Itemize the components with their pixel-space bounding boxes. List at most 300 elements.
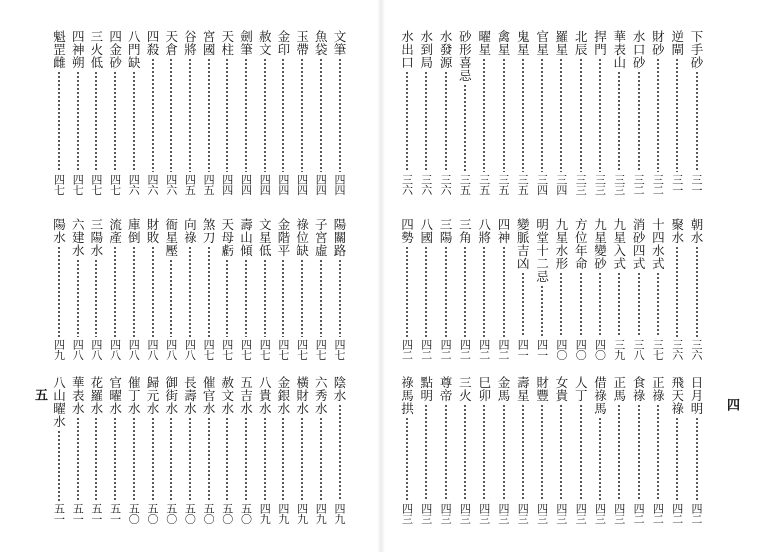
dot-leader: [425, 404, 427, 501]
toc-entry-page-number: 三六: [400, 174, 414, 195]
toc-entry-title: 流產: [107, 218, 123, 244]
dot-leader: [282, 58, 284, 172]
toc-entry-title: 官曜水: [107, 376, 123, 415]
toc-entry-page-number: 三三: [612, 174, 626, 195]
toc-entry-title: 天倉: [163, 30, 179, 56]
toc-entry-page-number: 四二: [400, 339, 414, 360]
toc-entry: [108, 218, 123, 360]
toc-entry-page-number: 四四: [258, 174, 272, 195]
dot-leader: [264, 259, 266, 337]
dot-leader: [406, 246, 408, 337]
toc-entry-title: 八將: [476, 218, 492, 244]
dot-leader: [618, 71, 620, 172]
toc-entry-page-number: 四八: [164, 339, 178, 360]
toc-entry-page-number: 四五: [183, 174, 197, 195]
toc-entry: [670, 30, 685, 195]
toc-entry-page-number: 四三: [400, 503, 414, 524]
dot-leader: [638, 404, 640, 501]
toc-entry-title: 十四水式: [650, 218, 666, 270]
toc-entry: [295, 218, 310, 360]
dot-leader: [320, 259, 322, 337]
dot-leader: [301, 58, 303, 172]
toc-entry-page-number: 四五: [202, 174, 216, 195]
toc-entry-title: 消砂四式: [631, 218, 647, 270]
dot-leader: [464, 84, 466, 172]
dot-leader: [170, 417, 172, 501]
dot-leader: [657, 404, 659, 501]
dot-leader: [503, 404, 505, 501]
dot-leader: [189, 58, 191, 172]
toc-entry-page-number: 四一: [516, 339, 530, 360]
toc-entry: [145, 218, 160, 360]
toc-entry-page-number: 三六: [690, 339, 703, 360]
dot-leader: [226, 259, 228, 337]
toc-entry-page-number: 四二: [670, 503, 684, 524]
toc-entry: [438, 376, 453, 524]
toc-entry-page-number: 三五: [458, 174, 472, 195]
dot-leader: [58, 246, 60, 337]
toc-entry-title: 水到局: [418, 30, 434, 69]
dot-leader: [696, 417, 698, 501]
toc-entry-title: 金馬: [496, 376, 511, 402]
toc-entry-title: 催官水: [201, 376, 217, 415]
toc-entry: [313, 218, 328, 360]
dot-leader: [133, 417, 135, 501]
dot-leader: [245, 58, 247, 172]
toc-entry-title: 華表山: [611, 30, 627, 69]
dot-leader: [245, 259, 247, 337]
dot-leader: [339, 404, 341, 501]
toc-entry-title: 三陽水: [88, 218, 104, 257]
dot-leader: [58, 430, 60, 501]
toc-entry-page-number: 四三: [477, 503, 491, 524]
toc-entry-title: 四神朔: [70, 30, 86, 69]
toc-entry-title: 正馬: [611, 376, 627, 402]
toc-entry: [612, 376, 627, 524]
toc-entry-page-number: 四三: [516, 503, 530, 524]
toc-entry-page-number: 四七: [239, 339, 253, 360]
dot-leader: [282, 417, 284, 501]
toc-entry-title: 庫倒: [126, 218, 142, 244]
toc-entry-title: 八山曜水: [51, 376, 67, 428]
toc-entry: [535, 218, 550, 360]
toc-entry-page-number: 五〇: [164, 503, 178, 524]
toc-entry: [400, 30, 415, 195]
toc-entry-title: 花羅水: [88, 376, 104, 415]
toc-entry-page-number: 四三: [497, 503, 510, 524]
toc-entry: [689, 218, 704, 360]
toc-entry-title: 歸元水: [145, 376, 160, 415]
toc-entry-title: 魚袋: [313, 30, 329, 56]
toc-entry-page-number: 四七: [295, 339, 309, 360]
toc-entry-title: 玉帶: [294, 30, 310, 56]
dot-leader: [560, 272, 562, 337]
toc-entry-title: 御街水: [163, 376, 179, 415]
dot-leader: [282, 259, 284, 337]
toc-entry-title: 劍筆: [238, 30, 254, 56]
toc-entry-page-number: 四三: [535, 503, 549, 524]
toc-entry-title: 曜星: [476, 30, 492, 56]
toc-entry: [89, 30, 104, 195]
dot-leader: [301, 259, 303, 337]
toc-entry-page-number: 三五: [516, 174, 530, 195]
toc-entry: [145, 30, 160, 195]
toc-entry: [201, 376, 216, 524]
dot-leader: [599, 272, 601, 337]
dot-leader: [77, 417, 79, 501]
toc-entry-title: 明堂十二忌: [534, 218, 550, 283]
toc-entry-title: 北辰: [573, 30, 589, 56]
dot-leader: [425, 246, 427, 337]
dot-leader: [77, 71, 79, 172]
toc-entry-title: 財敗: [145, 218, 160, 244]
dot-leader: [114, 71, 116, 172]
toc-entry-page-number: 四八: [127, 339, 141, 360]
toc-entry-title: 向祿: [182, 218, 198, 244]
toc-entry-title: 衙星壓: [163, 218, 179, 257]
dot-leader: [264, 417, 266, 501]
toc-entry-title: 水發源: [438, 30, 454, 69]
toc-entry-title: 八國: [418, 218, 434, 244]
toc-entry-title: 壽星: [515, 376, 531, 402]
toc-entry-page-number: 五〇: [146, 503, 159, 524]
toc-entry-title: 華表水: [70, 376, 86, 415]
toc-entry-title: 正祿: [650, 376, 666, 402]
toc-entry: [689, 30, 704, 195]
toc-entry: [276, 30, 291, 195]
toc-entry: [554, 218, 569, 360]
toc-entry-page-number: 四九: [333, 503, 346, 524]
toc-entry-title: 四殺: [145, 30, 160, 56]
toc-entry: [313, 376, 328, 524]
dot-leader: [245, 417, 247, 501]
toc-entry-title: 催丁水: [126, 376, 142, 415]
toc-entry: [126, 218, 141, 360]
toc-entry-title: 赦文水: [219, 376, 235, 415]
toc-entry: [145, 376, 160, 524]
toc-entry: [457, 218, 472, 360]
toc-entry-title: 人丁: [573, 376, 589, 402]
toc-entry: [295, 376, 310, 524]
toc-entry: [515, 30, 530, 195]
dot-leader: [445, 404, 447, 501]
toc-entry-page-number: 四二: [651, 503, 665, 524]
toc-entry-page-number: 四三: [574, 503, 588, 524]
dot-leader: [676, 417, 678, 501]
toc-entry-title: 九星入式: [611, 218, 627, 270]
toc-entry-page-number: 三九: [612, 339, 626, 360]
toc-entry: [650, 30, 665, 195]
toc-entry-title: 金銀水: [275, 376, 291, 415]
toc-entry: [612, 218, 627, 360]
toc-entry-page-number: 三六: [419, 174, 433, 195]
toc-entry-page-number: 三五: [497, 174, 510, 195]
toc-entry-page-number: 四三: [439, 503, 453, 524]
toc-entry: [257, 30, 272, 195]
toc-entry-page-number: 三四: [554, 174, 568, 195]
toc-entry: [126, 376, 141, 524]
toc-entry: [573, 376, 588, 524]
toc-entry-page-number: 四二: [690, 503, 703, 524]
toc-entry-page-number: 四一: [535, 339, 549, 360]
toc-entry: [201, 218, 216, 360]
dot-leader: [95, 259, 97, 337]
toc-entry-page-number: 四八: [71, 339, 85, 360]
toc-entry-page-number: 五一: [108, 503, 122, 524]
toc-entry-title: 祿馬拱: [399, 376, 415, 415]
toc-entry-title: 陰水: [332, 376, 347, 402]
toc-entry-page-number: 五〇: [239, 503, 253, 524]
toc-entry-page-number: 四七: [202, 339, 216, 360]
toc-entry-title: 祿位缺: [294, 218, 310, 257]
toc-entry: [182, 218, 197, 360]
toc-entry-page-number: 三七: [651, 339, 665, 360]
toc-entry-page-number: 四四: [314, 174, 328, 195]
toc-entry: [593, 218, 608, 360]
toc-entry: [515, 376, 530, 524]
toc-entry: [295, 30, 310, 195]
toc-entry-page-number: 四四: [276, 174, 290, 195]
dot-leader: [522, 272, 524, 337]
toc-entry: [593, 30, 608, 195]
toc-entry: [496, 30, 511, 195]
dot-leader: [114, 417, 116, 501]
toc-entry-title: 煞刀: [201, 218, 217, 244]
toc-entry: [201, 30, 216, 195]
dot-leader: [618, 404, 620, 501]
toc-entry-title: 女貴: [553, 376, 569, 402]
toc-entry-title: 三火低: [88, 30, 104, 69]
toc-entry: [535, 376, 550, 524]
toc-entry-page-number: 三六: [439, 174, 453, 195]
toc-entry: [164, 376, 179, 524]
toc-entry-page-number: 三三: [574, 174, 588, 195]
toc-entry-title: 禽星: [496, 30, 511, 56]
toc-entry-page-number: 三六: [670, 339, 684, 360]
toc-entry-page-number: 四七: [258, 339, 272, 360]
dot-leader: [226, 417, 228, 501]
toc-entry: [89, 218, 104, 360]
toc-entry-page-number: 四七: [333, 339, 346, 360]
toc-entry: [400, 376, 415, 524]
toc-entry-page-number: 四八: [183, 339, 197, 360]
toc-entry: [239, 30, 254, 195]
toc-entry: [257, 218, 272, 360]
toc-entry-page-number: 四〇: [574, 339, 588, 360]
toc-entry-title: 八貴水: [257, 376, 273, 415]
toc-entry-title: 三陽: [438, 218, 454, 244]
toc-entry-title: 朝水: [689, 218, 704, 244]
dot-leader: [483, 58, 485, 172]
dot-leader: [406, 71, 408, 172]
toc-entry-page-number: 四六: [146, 174, 159, 195]
toc-entry-title: 陽水: [51, 218, 67, 244]
dot-leader: [152, 58, 154, 172]
toc-entry-page-number: 三八: [632, 339, 646, 360]
dot-leader: [638, 71, 640, 172]
toc-entry: [535, 30, 550, 195]
toc-entry-title: 官星: [534, 30, 550, 56]
toc-entry-page-number: 五一: [89, 503, 103, 524]
dot-leader: [483, 404, 485, 501]
toc-entry-page-number: 五〇: [183, 503, 197, 524]
dot-leader: [339, 58, 341, 172]
toc-entry-title: 八門缺: [126, 30, 142, 69]
dot-leader: [425, 71, 427, 172]
toc-entry-page-number: 四九: [314, 503, 328, 524]
toc-entry-title: 羅星: [553, 30, 569, 56]
toc-entry-page-number: 五〇: [220, 503, 234, 524]
toc-entry-title: 鬼星: [515, 30, 531, 56]
toc-entry-page-number: 三四: [535, 174, 549, 195]
toc-entry: [438, 218, 453, 360]
toc-entry: [220, 218, 235, 360]
toc-entry-page-number: 四二: [497, 339, 510, 360]
toc-entry-page-number: 四三: [612, 503, 626, 524]
dot-leader: [170, 259, 172, 337]
dot-leader: [676, 58, 678, 172]
toc-entry-page-number: 四三: [419, 503, 433, 524]
toc-entry-title: 赦文: [257, 30, 273, 56]
toc-entry: [419, 30, 434, 195]
toc-entry-title: 水口砂: [631, 30, 647, 69]
toc-entry-title: 飛天祿: [669, 376, 685, 415]
dot-leader: [599, 417, 601, 501]
page-folio-left: 五: [32, 388, 47, 401]
toc-entry-title: 方位年命: [573, 218, 589, 270]
toc-entry: [457, 376, 472, 524]
toc-entry-page-number: 四七: [108, 174, 122, 195]
toc-entry-page-number: 五一: [52, 503, 66, 524]
toc-entry-title: 六建水: [70, 218, 86, 257]
dot-leader: [464, 246, 466, 337]
toc-entry-title: 金印: [275, 30, 291, 56]
dot-leader: [580, 404, 582, 501]
toc-entry-title: 砂形喜忌: [457, 30, 473, 82]
toc-entry-page-number: 四八: [146, 339, 159, 360]
toc-entry-title: 天柱: [219, 30, 235, 56]
dot-leader: [208, 246, 210, 337]
toc-entry-title: 長壽水: [182, 376, 198, 415]
dot-leader: [170, 58, 172, 172]
toc-entry-title: 日月明: [689, 376, 704, 415]
dot-leader: [133, 246, 135, 337]
toc-entry-page-number: 三五: [477, 174, 491, 195]
dot-leader: [560, 58, 562, 172]
dot-leader: [483, 246, 485, 337]
dot-leader: [560, 404, 562, 501]
toc-entry: [52, 30, 67, 195]
dot-leader: [189, 246, 191, 337]
toc-entry-title: 陽關路: [332, 218, 347, 257]
toc-entry-title: 子宮虛: [313, 218, 329, 257]
toc-entry-page-number: 四二: [439, 339, 453, 360]
toc-entry-title: 四金砂: [107, 30, 123, 69]
toc-entry: [52, 376, 67, 524]
dot-leader: [114, 246, 116, 337]
toc-entry-page-number: 四八: [89, 339, 103, 360]
toc-entry: [220, 30, 235, 195]
toc-entry-page-number: 三一: [670, 174, 684, 195]
toc-entry-page-number: 四九: [295, 503, 309, 524]
toc-entry-page-number: 四三: [593, 503, 607, 524]
toc-entry-page-number: 四四: [239, 174, 253, 195]
toc-entry: [70, 218, 85, 360]
toc-entry-page-number: 四〇: [554, 339, 568, 360]
dot-leader: [580, 58, 582, 172]
toc-entry-page-number: 四八: [108, 339, 122, 360]
toc-entry: [593, 376, 608, 524]
toc-entry: [400, 218, 415, 360]
toc-entry: [108, 376, 123, 524]
dot-leader: [77, 259, 79, 337]
dot-leader: [618, 272, 620, 337]
dot-leader: [58, 71, 60, 172]
dot-leader: [464, 404, 466, 501]
toc-entry-page-number: 三一: [690, 174, 703, 195]
toc-entry-title: 變脈吉凶: [515, 218, 531, 270]
toc-entry-page-number: 四四: [220, 174, 234, 195]
toc-entry: [515, 218, 530, 360]
dot-leader: [133, 71, 135, 172]
toc-entry-title: 逆閘: [669, 30, 685, 56]
toc-entry: [689, 376, 704, 524]
toc-entry-page-number: 四四: [295, 174, 309, 195]
toc-entry-page-number: 五〇: [127, 503, 141, 524]
toc-entry-page-number: 四七: [220, 339, 234, 360]
toc-entry-title: 巳卯: [476, 376, 492, 402]
toc-entry: [554, 30, 569, 195]
toc-entry-title: 金階平: [275, 218, 291, 257]
dot-leader: [339, 259, 341, 337]
toc-entry-title: 三火: [457, 376, 473, 402]
toc-entry: [70, 376, 85, 524]
toc-entry-title: 聚水: [669, 218, 685, 244]
dot-leader: [638, 272, 640, 337]
toc-entry: [457, 30, 472, 195]
toc-entry-page-number: 四九: [276, 503, 290, 524]
toc-entry: [573, 30, 588, 195]
toc-entry: [126, 30, 141, 195]
toc-entry: [477, 218, 492, 360]
dot-leader: [580, 272, 582, 337]
toc-entry: [419, 218, 434, 360]
toc-entry-page-number: 四七: [71, 174, 85, 195]
dot-leader: [152, 417, 154, 501]
toc-entry-page-number: 四二: [419, 339, 433, 360]
toc-entry-page-number: 四九: [258, 503, 272, 524]
toc-entry-title: 九星水形: [553, 218, 569, 270]
toc-entry: [650, 218, 665, 360]
toc-entry: [477, 30, 492, 195]
dot-leader: [95, 71, 97, 172]
dot-leader: [152, 246, 154, 337]
toc-entry-page-number: 三二: [651, 174, 665, 195]
toc-entry-title: 下手砂: [689, 30, 704, 69]
dot-leader: [301, 417, 303, 501]
toc-entry-page-number: 四三: [458, 503, 472, 524]
toc-entry-title: 捍門: [592, 30, 608, 56]
toc-entry: [52, 218, 67, 360]
toc-entry-title: 橫財水: [294, 376, 310, 415]
toc-entry-title: 壽山傾: [238, 218, 254, 257]
toc-entry-page-number: 三三: [593, 174, 607, 195]
toc-entry: [164, 30, 179, 195]
toc-entry-page-number: 四七: [89, 174, 103, 195]
toc-entry: [108, 30, 123, 195]
toc-entry: [182, 376, 197, 524]
toc-entry: [438, 30, 453, 195]
